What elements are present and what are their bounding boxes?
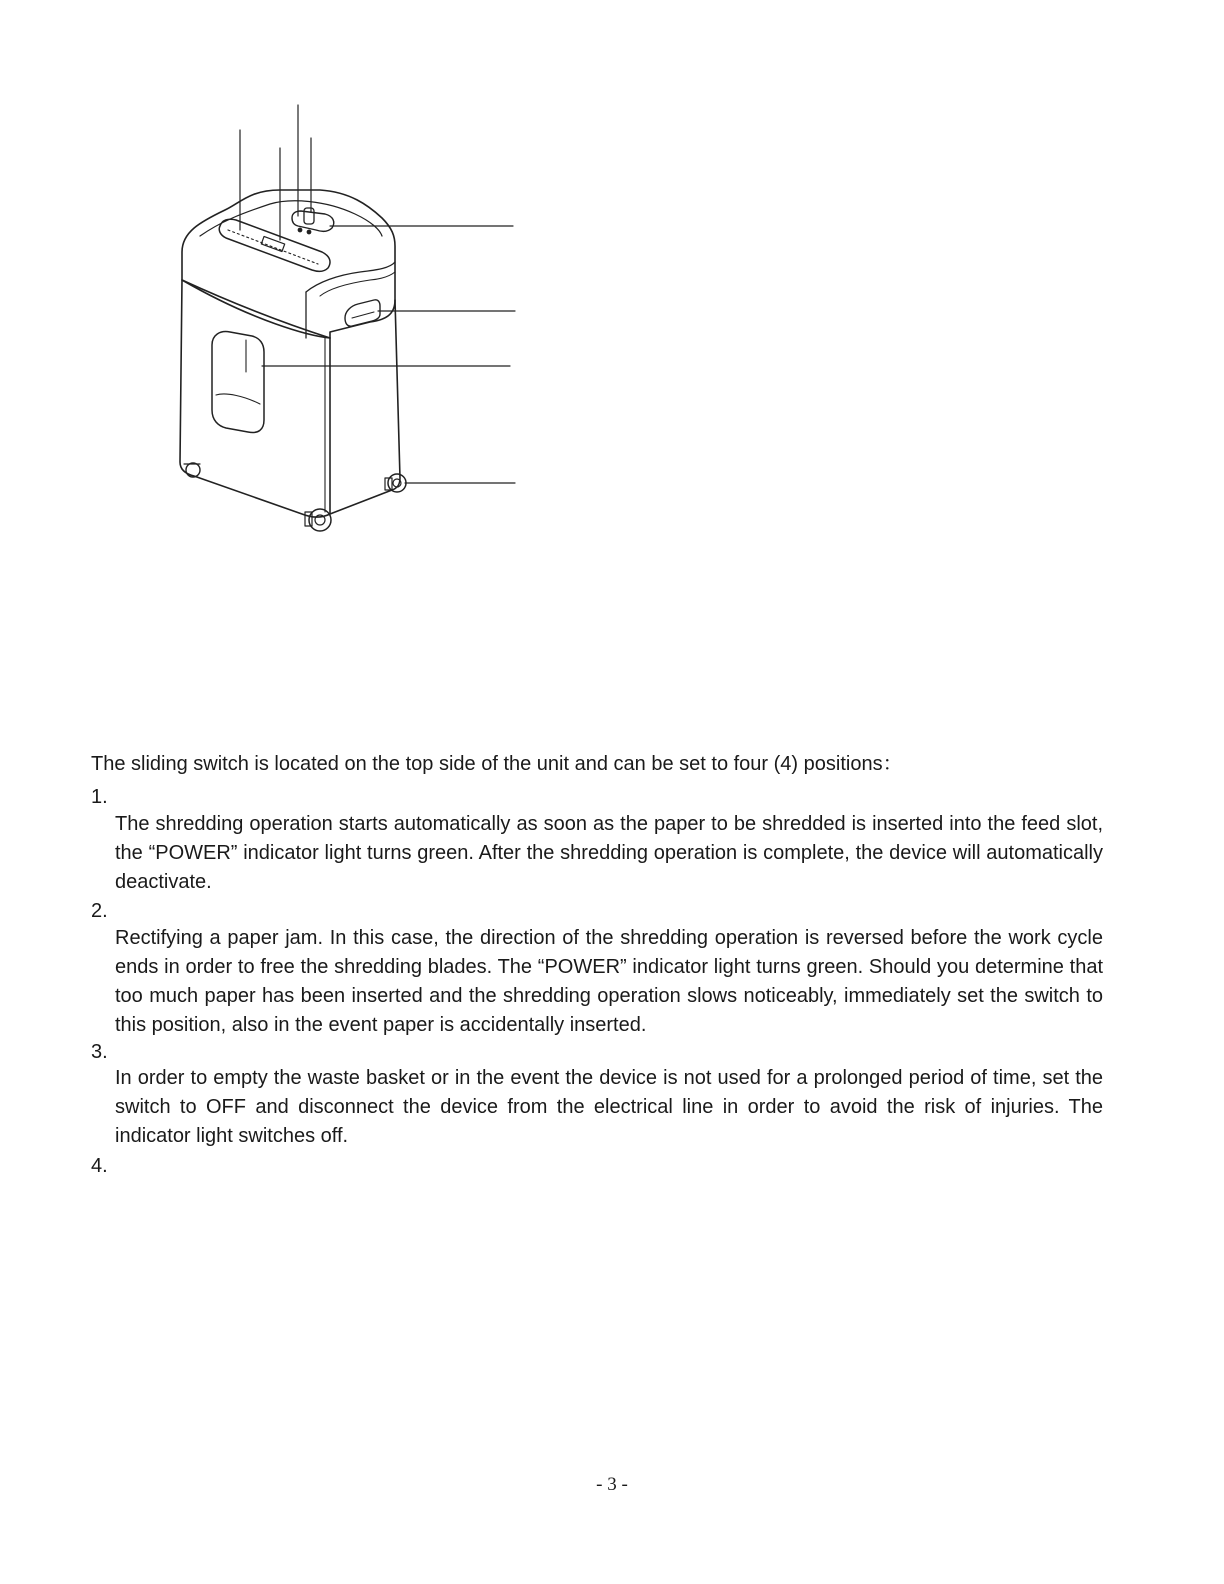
- list-item-text: In order to empty the waste basket or in the event the device is not used for a prolonged period of time, set the switch to OFF and disconnect the device from the electrical line in order to avoid the risk of injuries. The indicator light switches off.: [115, 1067, 1103, 1147]
- shredder-head: [182, 190, 395, 338]
- list-item-number: 3.: [91, 1041, 108, 1063]
- switch-intro-text: The sliding switch is located on the top side of the unit and can be set to four (4) positions：: [91, 753, 903, 775]
- callout-lines: [240, 105, 515, 483]
- view-window: [212, 332, 264, 433]
- page-number: - 3 -: [596, 1474, 628, 1495]
- shredder-body: [180, 280, 400, 517]
- sliding-switch: [292, 208, 334, 234]
- list-item-number: 1.: [91, 786, 108, 808]
- list-item-number: 2.: [91, 900, 108, 922]
- carry-handle: [345, 300, 380, 326]
- list-item-text: The shredding operation starts automatically as soon as the paper to be shredded is inserted into the feed slot, the “POWER” indicator light turns green. After the shredding operation is complete, the device will automatically deactivate.: [115, 813, 1103, 893]
- list-item-text: Rectifying a paper jam. In this case, the direction of the shredding operation is reversed before the work cycle ends in order to free the shredding blades. The “POWER” indicator light turns green. Should you determine that too much paper has been inserted and the shredding operation slows noticeably, immediately set the switch to this position, also in the event paper is accidentally inserted.: [115, 927, 1103, 1036]
- list-item-number: 4.: [91, 1155, 108, 1177]
- feed-slot: [219, 219, 330, 271]
- shredder-illustration: [150, 100, 530, 540]
